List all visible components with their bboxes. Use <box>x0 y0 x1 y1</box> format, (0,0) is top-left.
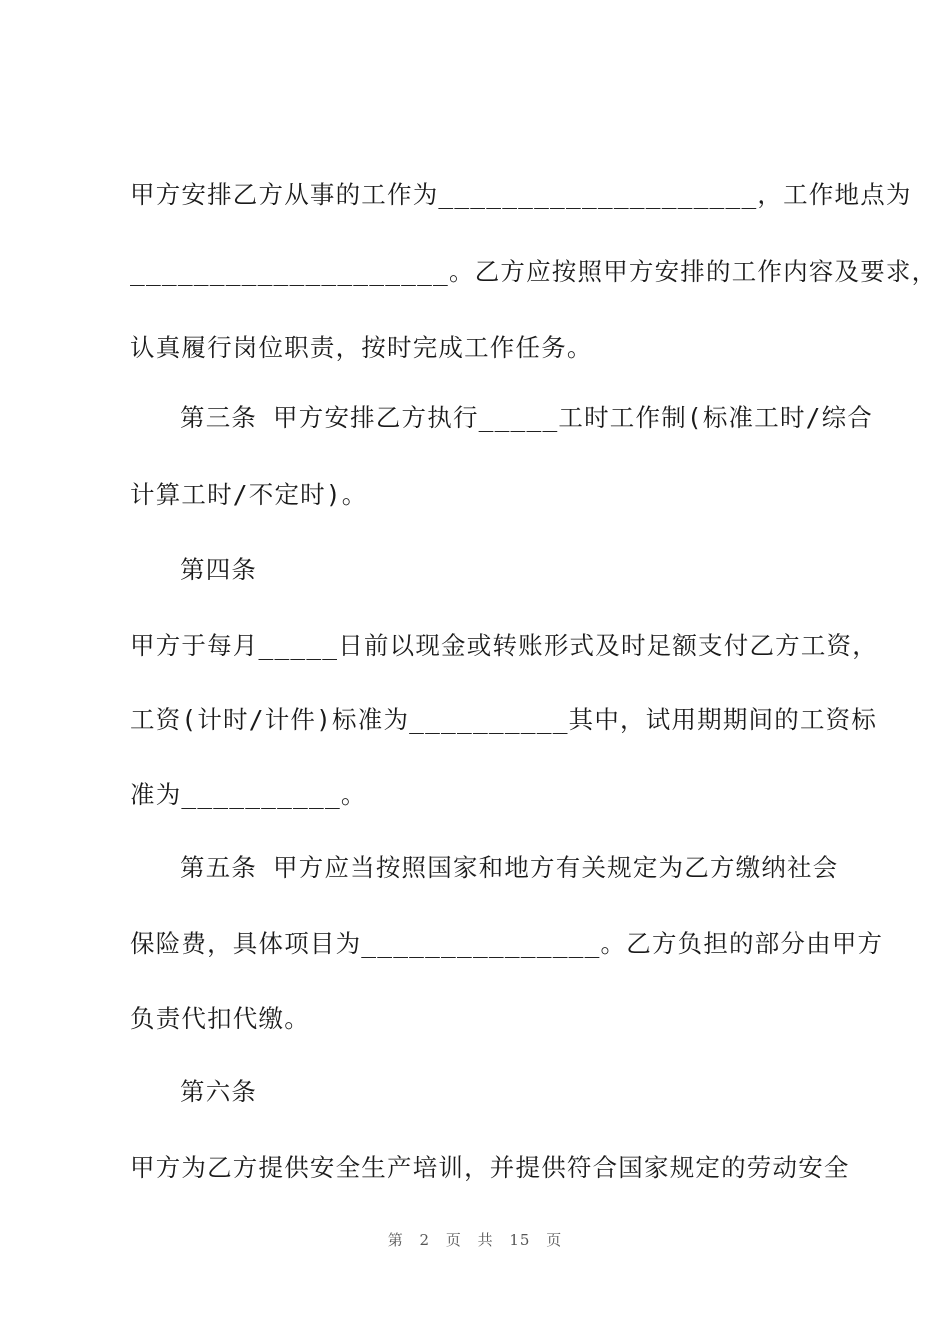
article-5-heading: 第五条 甲方应当按照国家和地方有关规定为乙方缴纳社会 <box>180 853 839 882</box>
paragraph-line: 工资(计时/计件)标准为__________其中，试用期期间的工资标 <box>130 705 878 734</box>
paragraph-line: ____________________。乙方应按照甲方安排的工作内容及要求， <box>130 257 938 286</box>
paragraph-line: 甲方安排乙方从事的工作为____________________，工作地点为 <box>130 180 912 209</box>
article-4-heading: 第四条 <box>180 555 258 584</box>
paragraph-line: 甲方于每月_____日前以现金或转账形式及时足额支付乙方工资， <box>130 631 878 660</box>
paragraph-line: 计算工时/不定时)。 <box>130 480 368 509</box>
page-number-footer: 第 2 页 共 15 页 <box>387 1231 563 1249</box>
paragraph-line: 负责代扣代缴。 <box>130 1004 310 1033</box>
article-3-heading: 第三条 甲方安排乙方执行_____工时工作制(标准工时/综合 <box>180 403 873 432</box>
article-6-heading: 第六条 <box>180 1077 258 1106</box>
paragraph-line: 准为__________。 <box>130 780 367 809</box>
paragraph-line: 认真履行岗位职责，按时完成工作任务。 <box>130 333 593 362</box>
paragraph-line: 甲方为乙方提供安全生产培训，并提供符合国家规定的劳动安全 <box>130 1153 850 1182</box>
paragraph-line: 保险费，具体项目为_______________。乙方负担的部分由甲方 <box>130 929 884 958</box>
